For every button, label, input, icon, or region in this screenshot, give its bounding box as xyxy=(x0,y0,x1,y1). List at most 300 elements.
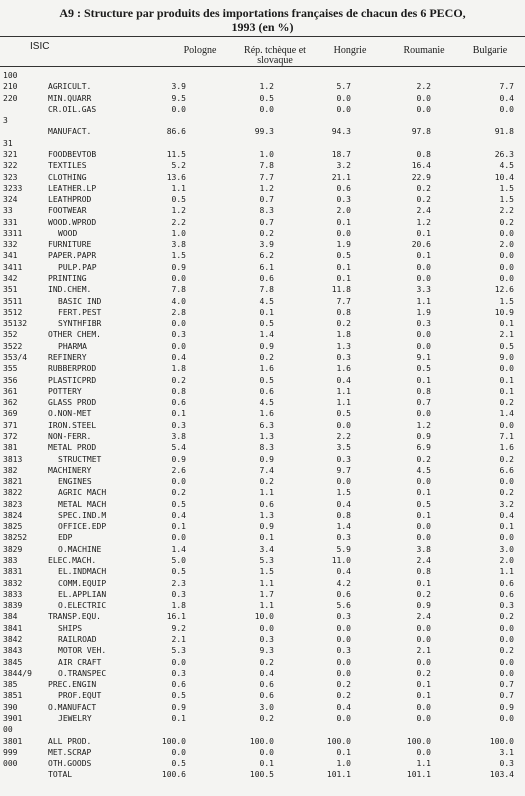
cell-value: 0.9 xyxy=(259,341,274,351)
header-top-rule xyxy=(0,36,525,37)
cell-value: 1.0 xyxy=(259,149,274,159)
isic-code: 3 xyxy=(3,116,8,126)
product-label: OFFICE.EDP xyxy=(58,522,107,532)
isic-code: 3822 xyxy=(3,488,23,498)
table-row xyxy=(0,126,525,137)
cell-value: 0.1 xyxy=(336,262,351,272)
cell-value: 3.4 xyxy=(259,544,274,554)
product-label: O.NON-MET xyxy=(48,409,92,419)
isic-code: 3233 xyxy=(3,183,23,193)
cell-value: 2.2 xyxy=(171,217,186,227)
table-row xyxy=(0,228,525,239)
cell-value: 0.0 xyxy=(336,420,351,430)
cell-value: 1.6 xyxy=(259,409,274,419)
table-row xyxy=(0,296,525,307)
isic-code: 999 xyxy=(3,747,18,757)
cell-value: 1.1 xyxy=(259,578,274,588)
cell-value: 5.7 xyxy=(336,82,351,92)
product-label: O.TRANSPEC xyxy=(58,668,107,678)
product-label: OTHER CHEM. xyxy=(48,330,101,340)
cell-value: 0.7 xyxy=(499,691,514,701)
cell-value: 1.2 xyxy=(416,420,431,430)
cell-value: 1.4 xyxy=(499,409,514,419)
cell-value: 0.0 xyxy=(499,635,514,644)
cell-value: 2.6 xyxy=(171,465,186,475)
cell-value: 4.2 xyxy=(336,578,351,588)
cell-value: 91.8 xyxy=(494,127,514,137)
cell-value: 0.0 xyxy=(171,319,186,329)
cell-value: 1.5 xyxy=(336,488,351,498)
cell-value: 5.0 xyxy=(171,556,186,566)
isic-code: 210 xyxy=(3,82,18,92)
product-label: RAILROAD xyxy=(58,635,97,644)
table-row xyxy=(0,138,525,149)
cell-value: 100.6 xyxy=(161,770,186,780)
product-label: CR.OIL.GAS xyxy=(48,104,97,114)
table-row xyxy=(0,239,525,250)
cell-value: 0.0 xyxy=(171,657,186,667)
cell-value: 1.0 xyxy=(171,228,186,238)
cell-value: 1.1 xyxy=(259,488,274,498)
cell-value: 7.7 xyxy=(259,172,274,182)
cell-value: 16.1 xyxy=(166,612,186,622)
isic-code: 353/4 xyxy=(3,353,28,362)
cell-value: 8.3 xyxy=(259,206,274,216)
cell-value: 9.7 xyxy=(336,465,351,475)
isic-code: 3511 xyxy=(3,296,23,306)
cell-value: 0.2 xyxy=(499,454,514,464)
cell-value: 0.2 xyxy=(336,319,351,329)
cell-value: 0.1 xyxy=(416,488,431,498)
cell-value: 1.9 xyxy=(416,307,431,317)
isic-code: 323 xyxy=(3,172,18,182)
cell-value: 0.0 xyxy=(416,409,431,419)
cell-value: 0.5 xyxy=(499,341,514,351)
isic-code: 383 xyxy=(3,556,18,566)
isic-code: 3831 xyxy=(3,567,23,577)
isic-code: 331 xyxy=(3,217,18,227)
cell-value: 3.8 xyxy=(416,544,431,554)
cell-value: 0.2 xyxy=(416,183,431,193)
product-label: REFINERY xyxy=(48,353,87,362)
table-row xyxy=(0,758,525,769)
cell-value: 0.8 xyxy=(416,567,431,577)
cell-value: 7.1 xyxy=(499,431,514,441)
cell-value: 5.6 xyxy=(336,601,351,611)
cell-value: 0.3 xyxy=(259,635,274,644)
isic-code: 3823 xyxy=(3,499,23,509)
cell-value: 0.0 xyxy=(499,668,514,678)
isic-code: 100 xyxy=(3,71,18,80)
cell-value: 0.6 xyxy=(259,499,274,509)
cell-value: 0.0 xyxy=(416,522,431,532)
cell-value: 1.0 xyxy=(336,759,351,769)
isic-code: 38252 xyxy=(3,533,28,543)
cell-value: 0.0 xyxy=(416,104,431,114)
cell-value: 0.2 xyxy=(259,228,274,238)
cell-value: 1.6 xyxy=(499,443,514,453)
column-header-roumanie: Roumanie xyxy=(403,45,445,56)
cell-value: 10.9 xyxy=(494,307,514,317)
isic-code: 3825 xyxy=(3,522,23,532)
cell-value: 2.4 xyxy=(416,206,431,216)
header-bottom-rule xyxy=(0,66,525,67)
isic-code: 3841 xyxy=(3,623,23,633)
cell-value: 0.6 xyxy=(499,589,514,599)
cell-value: 0.0 xyxy=(171,747,186,757)
cell-value: 100.0 xyxy=(489,736,514,746)
cell-value: 0.0 xyxy=(171,477,186,487)
table-row xyxy=(0,341,525,352)
cell-value: 0.0 xyxy=(336,477,351,487)
cell-value: 9.2 xyxy=(171,623,186,633)
cell-value: 0.5 xyxy=(336,409,351,419)
cell-value: 9.0 xyxy=(499,353,514,362)
product-label: PHARMA xyxy=(58,341,87,351)
column-header-rep-tcheque: Rép. tchèque et slovaque xyxy=(244,45,306,66)
cell-value: 0.2 xyxy=(259,657,274,667)
cell-value: 94.3 xyxy=(331,127,351,137)
product-label: AGRIC MACH xyxy=(58,488,107,498)
isic-code: 3821 xyxy=(3,477,23,487)
cell-value: 0.0 xyxy=(416,93,431,103)
table-row xyxy=(0,160,525,171)
cell-value: 0.0 xyxy=(499,251,514,261)
cell-value: 0.0 xyxy=(416,341,431,351)
cell-value: 0.1 xyxy=(499,522,514,532)
cell-value: 5.4 xyxy=(171,443,186,453)
cell-value: 2.0 xyxy=(336,206,351,216)
cell-value: 1.3 xyxy=(336,341,351,351)
cell-value: 0.1 xyxy=(259,533,274,543)
cell-value: 20.6 xyxy=(411,240,431,250)
cell-value: 0.6 xyxy=(499,578,514,588)
cell-value: 3.2 xyxy=(499,499,514,509)
cell-value: 0.2 xyxy=(416,589,431,599)
cell-value: 1.1 xyxy=(499,567,514,577)
cell-value: 13.6 xyxy=(166,172,186,182)
isic-code: 341 xyxy=(3,251,18,261)
table-row xyxy=(0,363,525,374)
isic-code: 220 xyxy=(3,93,18,103)
product-label: FOODBEVTOB xyxy=(48,149,97,159)
isic-code: 385 xyxy=(3,680,18,690)
product-label: PLASTICPRD xyxy=(48,375,97,385)
table-row xyxy=(0,397,525,408)
cell-value: 0.5 xyxy=(171,759,186,769)
cell-value: 0.4 xyxy=(336,375,351,385)
table-row xyxy=(0,149,525,160)
cell-value: 2.1 xyxy=(499,330,514,340)
product-label: IRON.STEEL xyxy=(48,420,97,430)
cell-value: 0.7 xyxy=(416,398,431,408)
isic-code: 362 xyxy=(3,398,18,408)
cell-value: 0.1 xyxy=(416,228,431,238)
cell-value: 0.2 xyxy=(259,477,274,487)
product-label: CLOTHING xyxy=(48,172,87,182)
product-label: MACHINERY xyxy=(48,465,92,475)
cell-value: 0.2 xyxy=(416,668,431,678)
cell-value: 1.4 xyxy=(171,544,186,554)
cell-value: 7.4 xyxy=(259,465,274,475)
cell-value: 8.3 xyxy=(259,443,274,453)
cell-value: 1.2 xyxy=(171,206,186,216)
product-label: AIR CRAFT xyxy=(58,657,102,667)
isic-code: 3844/9 xyxy=(3,668,32,678)
cell-value: 0.0 xyxy=(171,104,186,114)
cell-value: 0.2 xyxy=(499,646,514,656)
cell-value: 100.0 xyxy=(326,736,351,746)
cell-value: 0.2 xyxy=(259,713,274,723)
cell-value: 0.3 xyxy=(499,759,514,769)
cell-value: 1.2 xyxy=(259,82,274,92)
cell-value: 0.0 xyxy=(499,274,514,284)
table-row xyxy=(0,769,525,780)
isic-code: 322 xyxy=(3,161,18,171)
cell-value: 100.5 xyxy=(249,770,274,780)
cell-value: 0.2 xyxy=(499,612,514,622)
isic-code: 332 xyxy=(3,240,18,250)
table-row xyxy=(0,544,525,555)
cell-value: 1.4 xyxy=(259,330,274,340)
cell-value: 0.0 xyxy=(499,228,514,238)
column-header-bulgarie: Bulgarie xyxy=(472,45,508,56)
table-row xyxy=(0,442,525,453)
cell-value: 0.9 xyxy=(171,262,186,272)
product-label: METAL PROD xyxy=(48,443,97,453)
cell-value: 0.5 xyxy=(171,195,186,205)
cell-value: 0.3 xyxy=(499,601,514,611)
cell-value: 1.2 xyxy=(259,183,274,193)
cell-value: 0.6 xyxy=(336,183,351,193)
cell-value: 2.1 xyxy=(171,635,186,644)
product-label: IND.CHEM. xyxy=(48,285,92,295)
cell-value: 0.0 xyxy=(171,341,186,351)
cell-value: 0.0 xyxy=(336,668,351,678)
cell-value: 9.1 xyxy=(416,353,431,362)
cell-value: 6.3 xyxy=(259,420,274,430)
cell-value: 0.3 xyxy=(416,319,431,329)
isic-code: 3839 xyxy=(3,601,23,611)
cell-value: 0.5 xyxy=(171,499,186,509)
table-row xyxy=(0,679,525,690)
cell-value: 97.8 xyxy=(411,127,431,137)
isic-code: 321 xyxy=(3,149,18,159)
cell-value: 1.3 xyxy=(259,431,274,441)
isic-code: 382 xyxy=(3,465,18,475)
cell-value: 0.0 xyxy=(416,747,431,757)
cell-value: 1.1 xyxy=(259,601,274,611)
table-row xyxy=(0,205,525,216)
cell-value: 0.4 xyxy=(259,668,274,678)
cell-value: 0.1 xyxy=(336,747,351,757)
isic-code: 3522 xyxy=(3,341,23,351)
cell-value: 103.4 xyxy=(489,770,514,780)
cell-value: 7.7 xyxy=(499,82,514,92)
product-label: MOTOR VEH. xyxy=(58,646,107,656)
isic-code: 31 xyxy=(3,138,13,148)
isic-code: 3843 xyxy=(3,646,23,656)
cell-value: 0.3 xyxy=(171,330,186,340)
table-row xyxy=(0,217,525,228)
cell-value: 0.7 xyxy=(259,217,274,227)
cell-value: 3.9 xyxy=(171,82,186,92)
table-row xyxy=(0,634,525,645)
cell-value: 0.3 xyxy=(336,454,351,464)
table-row xyxy=(0,476,525,487)
cell-value: 4.5 xyxy=(499,161,514,171)
cell-value: 0.0 xyxy=(171,274,186,284)
table-row xyxy=(0,713,525,724)
table-row xyxy=(0,329,525,340)
product-label: TOTAL xyxy=(48,770,73,780)
cell-value: 100.0 xyxy=(406,736,431,746)
cell-value: 3.8 xyxy=(171,431,186,441)
cell-value: 0.2 xyxy=(416,195,431,205)
cell-value: 0.5 xyxy=(416,499,431,509)
cell-value: 10.0 xyxy=(254,612,274,622)
table-row xyxy=(0,431,525,442)
product-label: O.ELECTRIC xyxy=(58,601,107,611)
cell-value: 86.6 xyxy=(166,127,186,137)
isic-code: 3851 xyxy=(3,691,23,701)
product-label: FURNITURE xyxy=(48,240,92,250)
cell-value: 1.1 xyxy=(171,183,186,193)
cell-value: 0.4 xyxy=(336,499,351,509)
cell-value: 26.3 xyxy=(494,149,514,159)
cell-value: 3.1 xyxy=(499,747,514,757)
isic-code: 390 xyxy=(3,702,18,712)
table-row xyxy=(0,352,525,363)
cell-value: 6.9 xyxy=(416,443,431,453)
cell-value: 0.9 xyxy=(416,431,431,441)
isic-code: 3832 xyxy=(3,578,23,588)
table-row xyxy=(0,611,525,622)
cell-value: 4.5 xyxy=(259,398,274,408)
cell-value: 0.6 xyxy=(171,398,186,408)
table-row xyxy=(0,645,525,656)
cell-value: 0.0 xyxy=(499,533,514,543)
column-header-pologne: Pologne xyxy=(183,45,217,56)
table-row xyxy=(0,194,525,205)
isic-code: 3842 xyxy=(3,635,23,644)
isic-code: 3901 xyxy=(3,713,23,723)
cell-value: 0.0 xyxy=(416,657,431,667)
cell-value: 1.7 xyxy=(259,589,274,599)
product-label: SYNTHFIBR xyxy=(58,319,102,329)
table-row xyxy=(0,454,525,465)
table-row xyxy=(0,104,525,115)
cell-value: 0.8 xyxy=(416,149,431,159)
cell-value: 0.2 xyxy=(259,353,274,362)
cell-value: 7.8 xyxy=(259,285,274,295)
table-row xyxy=(0,724,525,735)
cell-value: 0.8 xyxy=(171,386,186,396)
cell-value: 5.3 xyxy=(171,646,186,656)
cell-value: 11.0 xyxy=(331,556,351,566)
cell-value: 0.6 xyxy=(259,274,274,284)
cell-value: 11.8 xyxy=(331,285,351,295)
cell-value: 2.1 xyxy=(416,646,431,656)
cell-value: 0.4 xyxy=(336,702,351,712)
cell-value: 0.8 xyxy=(336,510,351,520)
cell-value: 1.6 xyxy=(336,364,351,374)
isic-code: 381 xyxy=(3,443,18,453)
cell-value: 2.0 xyxy=(499,556,514,566)
cell-value: 0.0 xyxy=(336,228,351,238)
cell-value: 0.0 xyxy=(416,533,431,543)
cell-value: 0.3 xyxy=(171,589,186,599)
isic-code: 372 xyxy=(3,431,18,441)
product-label: FOOTWEAR xyxy=(48,206,87,216)
product-label: BASIC IND xyxy=(58,296,102,306)
isic-code: 3311 xyxy=(3,228,23,238)
table-row xyxy=(0,465,525,476)
cell-value: 7.8 xyxy=(259,161,274,171)
cell-value: 0.2 xyxy=(499,398,514,408)
isic-code: 342 xyxy=(3,274,18,284)
product-label: PREC.ENGIN xyxy=(48,680,97,690)
cell-value: 0.1 xyxy=(171,713,186,723)
product-label: AGRICULT. xyxy=(48,82,92,92)
cell-value: 0.6 xyxy=(259,691,274,701)
table-row xyxy=(0,589,525,600)
cell-value: 0.3 xyxy=(336,646,351,656)
cell-value: 3.5 xyxy=(336,443,351,453)
cell-value: 0.3 xyxy=(336,353,351,362)
cell-value: 0.0 xyxy=(336,104,351,114)
cell-value: 1.3 xyxy=(259,510,274,520)
table-row xyxy=(0,521,525,532)
cell-value: 0.0 xyxy=(416,635,431,644)
cell-value: 0.6 xyxy=(259,386,274,396)
product-label: OTH.GOODS xyxy=(48,759,92,769)
cell-value: 1.5 xyxy=(259,567,274,577)
cell-value: 0.5 xyxy=(171,691,186,701)
isic-column-header: ISIC xyxy=(30,41,50,52)
product-label: PROF.EQUT xyxy=(58,691,102,701)
product-label: COMM.EQUIP xyxy=(58,578,107,588)
cell-value: 101.1 xyxy=(326,770,351,780)
cell-value: 1.2 xyxy=(416,217,431,227)
cell-value: 1.1 xyxy=(416,759,431,769)
cell-value: 9.3 xyxy=(259,646,274,656)
product-label: MET.SCRAP xyxy=(48,747,92,757)
cell-value: 18.7 xyxy=(331,149,351,159)
cell-value: 1.8 xyxy=(171,601,186,611)
product-label: NON-FERR. xyxy=(48,431,92,441)
isic-code: 369 xyxy=(3,409,18,419)
product-label: MIN.QUARR xyxy=(48,93,92,103)
product-label: ELEC.MACH. xyxy=(48,556,97,566)
cell-value: 7.8 xyxy=(171,285,186,295)
table-row xyxy=(0,386,525,397)
table-row xyxy=(0,600,525,611)
product-label: EL.APPLIAN xyxy=(58,589,107,599)
cell-value: 2.8 xyxy=(171,307,186,317)
cell-value: 0.0 xyxy=(336,635,351,644)
cell-value: 0.2 xyxy=(336,691,351,701)
isic-code: 384 xyxy=(3,612,18,622)
cell-value: 21.1 xyxy=(331,172,351,182)
isic-code: 324 xyxy=(3,195,18,205)
cell-value: 1.6 xyxy=(259,364,274,374)
table-row xyxy=(0,318,525,329)
table-row xyxy=(0,115,525,126)
isic-code: 3512 xyxy=(3,307,23,317)
isic-code: 361 xyxy=(3,386,18,396)
cell-value: 0.1 xyxy=(416,375,431,385)
